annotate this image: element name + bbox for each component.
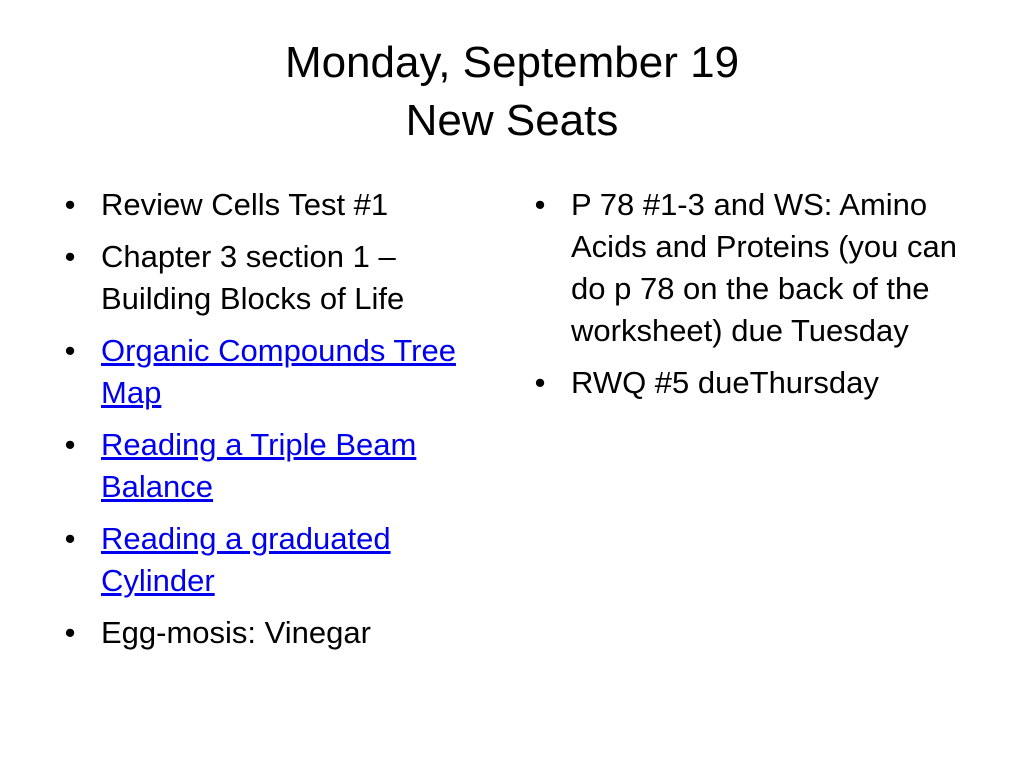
list-item <box>56 424 476 508</box>
triple-beam-balance-link[interactable]: Reading a Triple Beam Balance <box>101 427 417 504</box>
bullet-icon: • <box>534 187 546 222</box>
bullet-icon: • <box>534 365 546 400</box>
bullet-icon: • <box>64 521 76 556</box>
list-item-text: P 78 #1-3 and WS: Amino Acids and Proteins (you can do p 78 on the back of the worksheet) due Tuesday <box>571 187 957 348</box>
right-column <box>526 184 976 414</box>
list-item <box>526 362 976 404</box>
title-line-2: New Seats <box>405 96 619 145</box>
list-item-text: Chapter 3 section 1 – Building Blocks of Life <box>101 239 405 316</box>
left-bullet-list <box>56 184 476 654</box>
graduated-cylinder-link[interactable]: Reading a graduated Cylinder <box>101 521 391 598</box>
list-item <box>56 612 476 654</box>
list-item <box>56 330 476 414</box>
slide-title <box>0 34 1024 150</box>
title-line-1: Monday, September 19 <box>284 38 740 87</box>
bullet-icon: • <box>64 427 76 462</box>
list-item-text: Review Cells Test #1 <box>101 187 389 222</box>
bullet-icon: • <box>64 187 76 222</box>
list-item-text: Egg-mosis: Vinegar <box>101 615 371 650</box>
list-item-text: RWQ #5 dueThursday <box>571 365 879 400</box>
bullet-icon: • <box>64 239 76 274</box>
list-item <box>526 184 976 352</box>
right-bullet-list <box>526 184 976 404</box>
bullet-icon: • <box>64 333 76 368</box>
list-item <box>56 184 476 226</box>
organic-compounds-link[interactable]: Organic Compounds Tree Map <box>101 333 456 410</box>
left-column <box>56 184 476 664</box>
list-item <box>56 236 476 320</box>
bullet-icon: • <box>64 615 76 650</box>
list-item <box>56 518 476 602</box>
